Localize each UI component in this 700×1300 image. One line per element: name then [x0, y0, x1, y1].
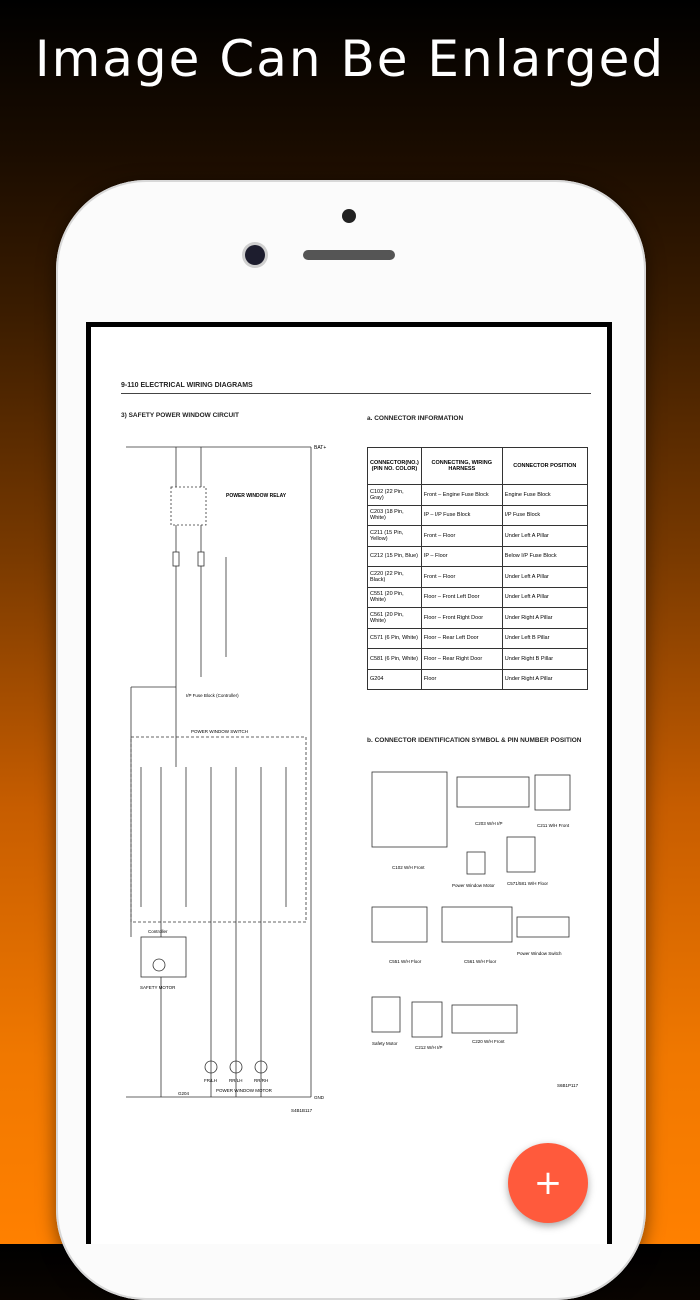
- table-cell: Floor: [421, 669, 502, 690]
- table-cell: Under Right B Pillar: [502, 649, 587, 670]
- wiring-diagram-page[interactable]: [91, 327, 607, 1244]
- phone-screen: [86, 322, 612, 1244]
- table-cell: C571 (6 Pin, White): [368, 628, 422, 649]
- plus-icon: +: [533, 1163, 563, 1203]
- table-cell: C581 (6 Pin, White): [368, 649, 422, 670]
- circuit-schematic: [116, 437, 346, 1117]
- c571-label: C571/581 W/H Floor: [507, 881, 549, 886]
- earpiece-speaker: [303, 250, 395, 260]
- figure-code-left: S4B1B117: [291, 1108, 313, 1113]
- table-cell: C212 (15 Pin, Blue): [368, 546, 422, 567]
- table-cell: C203 (18 Pin, White): [368, 505, 422, 526]
- table-cell: C220 (22 Pin, Black): [368, 567, 422, 588]
- pw-switch-label: POWER WINDOW SWITCH: [191, 729, 248, 734]
- c551-label: C551 W/H Floor: [389, 959, 422, 964]
- table-cell: G204: [368, 669, 422, 690]
- connector-info-title: a. CONNECTOR INFORMATION: [367, 415, 464, 422]
- table-cell: Front – Floor: [421, 526, 502, 547]
- c212-label: C212 W/H I/P: [415, 1045, 443, 1050]
- table-row: [368, 649, 588, 670]
- table-cell: C551 (20 Pin, White): [368, 587, 422, 608]
- section-title: 3) SAFETY POWER WINDOW CIRCUIT: [121, 412, 239, 419]
- c203-label: C203 W/H I/P: [475, 821, 503, 826]
- table-row: [368, 526, 588, 547]
- header-rule: [121, 393, 591, 394]
- table-cell: Floor – Rear Left Door: [421, 628, 502, 649]
- table-cell: Below I/P Fuse Block: [502, 546, 587, 567]
- table-cell: Floor – Front Right Door: [421, 608, 502, 629]
- table-cell: Front – Floor: [421, 567, 502, 588]
- gnd-label: GND: [314, 1095, 324, 1100]
- table-header: CONNECTING, WIRING HARNESS: [421, 448, 502, 485]
- page-header: 9-110 ELECTRICAL WIRING DIAGRAMS: [121, 382, 253, 389]
- g204-label: G204: [178, 1091, 190, 1096]
- table-cell: C102 (22 Pin, Gray): [368, 485, 422, 506]
- table-header-row: [368, 448, 588, 485]
- bat-label: BAT+: [314, 445, 327, 451]
- table-cell: I/P Fuse Block: [502, 505, 587, 526]
- connector-symbol-title: b. CONNECTOR IDENTIFICATION SYMBOL & PIN NUMBER POSITION: [367, 737, 582, 744]
- table-row: [368, 608, 588, 629]
- safety-motor-label: SAFETY MOTOR: [140, 985, 176, 990]
- add-button[interactable]: [508, 1143, 588, 1223]
- table-cell: IP – I/P Fuse Block: [421, 505, 502, 526]
- table-row: [368, 505, 588, 526]
- table-header: CONNECTOR POSITION: [502, 448, 587, 485]
- table-row: [368, 628, 588, 649]
- rrlh-label: RR/LH: [229, 1078, 243, 1083]
- table-cell: Floor – Rear Right Door: [421, 649, 502, 670]
- front-sensor: [342, 209, 356, 223]
- safety-motor-connector-label: Safety Motor: [372, 1041, 398, 1046]
- table-cell: C211 (15 Pin, Yellow): [368, 526, 422, 547]
- table-row: [368, 587, 588, 608]
- rrrh-label: RR/RH: [254, 1078, 269, 1083]
- table-cell: Under Right A Pillar: [502, 608, 587, 629]
- table-row: [368, 669, 588, 690]
- table-cell: C561 (20 Pin, White): [368, 608, 422, 629]
- headline: Image Can Be Enlarged: [34, 30, 666, 88]
- table-cell: Floor – Front Left Door: [421, 587, 502, 608]
- front-camera-icon: [245, 245, 265, 265]
- frlh-label: FR/LH: [204, 1078, 218, 1083]
- c102-label: C102 W/H Front: [392, 865, 425, 870]
- table-cell: Under Left A Pillar: [502, 567, 587, 588]
- table-cell: Front – Engine Fuse Block: [421, 485, 502, 506]
- c561-label: C561 W/H Floor: [464, 959, 497, 964]
- fuse-block-label: I/P Fuse Block (Controller): [186, 693, 239, 698]
- table-row: [368, 485, 588, 506]
- pw-motor-label: POWER WINDOW MOTOR: [216, 1088, 272, 1093]
- pw-switch-connector-label: Power Window Switch: [517, 951, 562, 956]
- connector-table: [367, 447, 588, 690]
- table-row: [368, 567, 588, 588]
- connector-symbols: [367, 767, 597, 1107]
- table-cell: Engine Fuse Block: [502, 485, 587, 506]
- controller-label: Controller: [148, 929, 168, 934]
- relay-label: POWER WINDOW RELAY: [226, 493, 287, 499]
- table-cell: Under Left A Pillar: [502, 587, 587, 608]
- table-row: [368, 546, 588, 567]
- table-cell: Under Left A Pillar: [502, 526, 587, 547]
- c220-label: C220 W/H Front: [472, 1039, 505, 1044]
- pw-motor-connector-label: Power Window Motor: [452, 883, 495, 888]
- table-header: CONNECTOR(NO.) (PIN NO. COLOR): [368, 448, 422, 485]
- c211-label: C211 W/H Front: [537, 823, 570, 828]
- table-cell: IP – Floor: [421, 546, 502, 567]
- figure-code-right: S6B1P117: [557, 1083, 579, 1088]
- table-cell: Under Right A Pillar: [502, 669, 587, 690]
- table-cell: Under Left B Pillar: [502, 628, 587, 649]
